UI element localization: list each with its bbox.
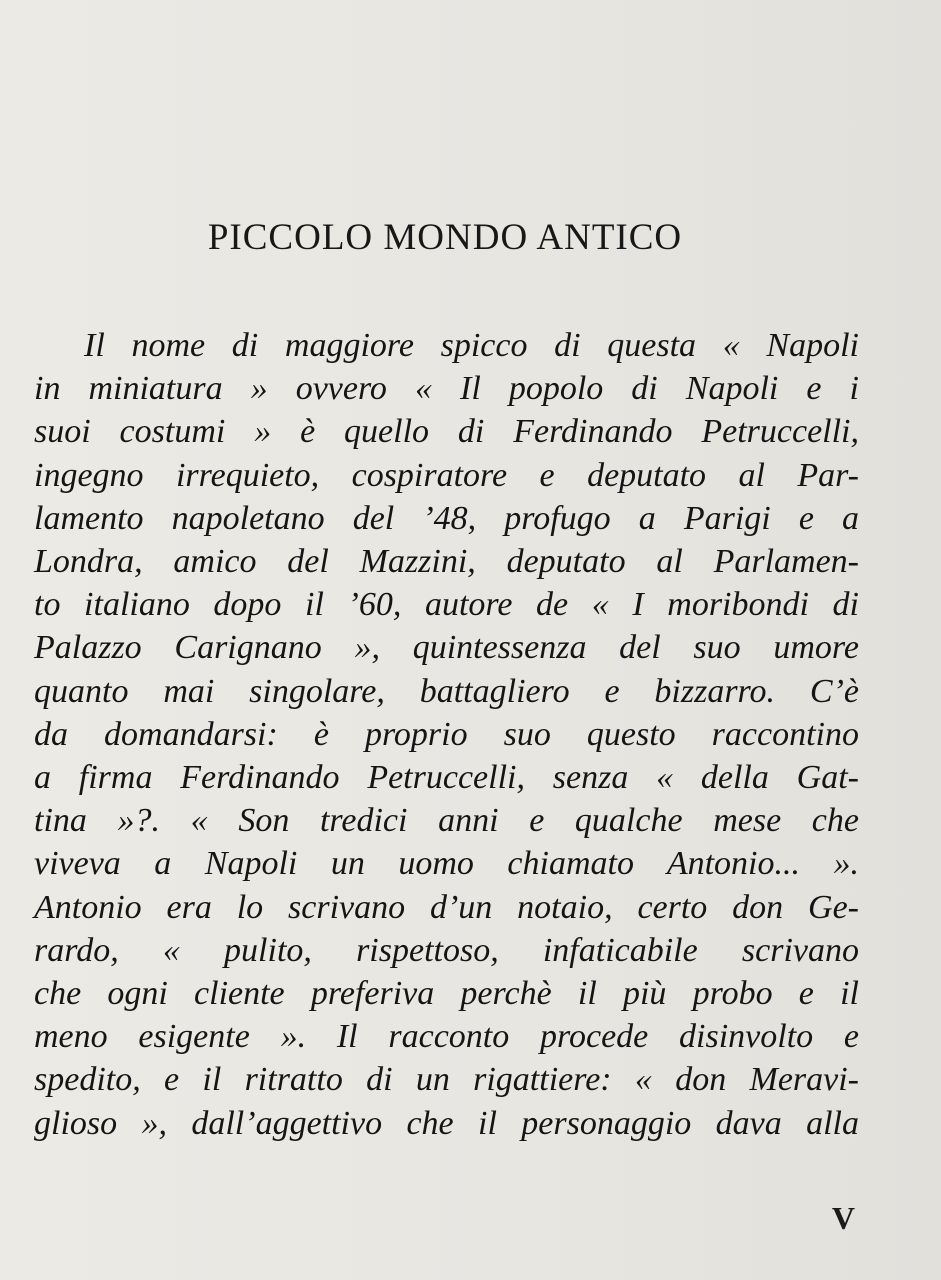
text-line: viveva a Napoli un uomo chiamato Antonio... ». [34,845,859,883]
body-paragraph [34,324,859,1145]
text-line: tina »?. « Son tredici anni e qualche mese che [34,802,859,840]
text-line: Il nome di maggiore spicco di questa « Napoli [84,327,859,364]
text-line: che ogni cliente preferiva perchè il più probo e il [34,975,859,1013]
text-line: meno esigente ». Il racconto procede disinvolto e [34,1018,859,1056]
text-line: ingegno irrequieto, cospiratore e deputato al Par- [34,456,859,494]
text-line: quanto mai singolare, battagliero e bizzarro. C’è [34,672,859,710]
text-line: rardo, « pulito, rispettoso, infaticabile scrivano [34,931,859,969]
text-line: Antonio era lo scrivano d’un notaio, certo don Ge- [34,888,859,926]
text-line: lamento napoletano del ’48, profugo a Parigi e a [34,499,859,537]
text-line: da domandarsi: è proprio suo questo raccontino [34,715,859,753]
text-line: spedito, e il ritratto di un rigattiere: « don Meravi- [34,1061,859,1099]
text-line: Palazzo Carignano », quintessenza del suo umore [34,629,859,667]
chapter-title: PICCOLO MONDO ANTICO [207,217,683,258]
text-line: suoi costumi » è quello di Ferdinando Petruccelli, [34,413,859,451]
text-line: a firma Ferdinando Petruccelli, senza « della Gat- [34,759,859,797]
text-line: glioso », dall’aggettivo che il personaggio dava alla [34,1104,859,1142]
text-line: in miniatura » ovvero « Il popolo di Napoli e i [34,370,859,408]
text-line: to italiano dopo il ’60, autore de « I moribondi di [34,586,859,624]
text-line: Londra, amico del Mazzini, deputato al Parlamen- [34,543,859,581]
page-number: V [831,1200,855,1236]
